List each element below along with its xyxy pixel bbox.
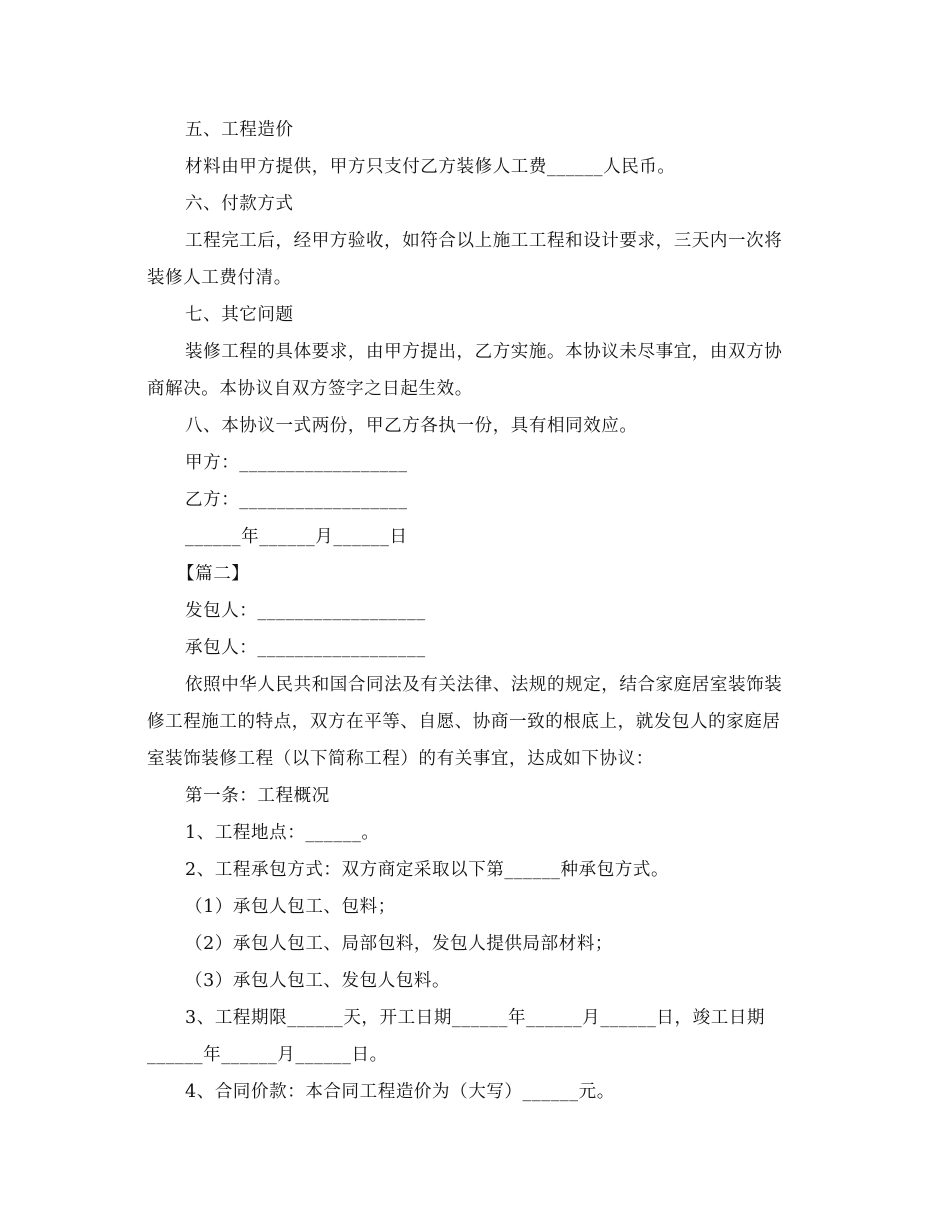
clause-project-duration: 3、工程期限______天，开工日期______年______月______日，竣工日期: [185, 1008, 766, 1028]
signature-party-a: 甲方：__________________: [185, 453, 408, 473]
clause-contract-mode: 2、工程承包方式：双方商定采取以下第______种承包方式。: [185, 860, 670, 880]
paragraph-line: 八、本协议一式两份，甲乙方各执一份，具有相同效应。: [185, 416, 638, 436]
paragraph-line: 修工程施工的特点，双方在平等、自愿、协商一致的根底上，就发包人的家庭居: [147, 712, 781, 732]
contract-mode-option-1: （1）承包人包工、包料；: [185, 897, 396, 917]
paragraph-line: 装修人工费付清。: [147, 268, 292, 288]
paragraph-line: 装修工程的具体要求，由甲方提出，乙方实施。本协议未尽事宜，由双方协: [185, 342, 783, 362]
paragraph-line: 商解决。本协议自双方签字之日起生效。: [147, 379, 473, 399]
section-heading-other-issues: 七、其它问题: [185, 305, 294, 325]
paragraph-line: 室装饰装修工程（以下简称工程）的有关事宜，达成如下协议：: [147, 749, 654, 769]
paragraph-line: 依照中华人民共和国合同法及有关法律、法规的规定，结合家庭居室装饰装: [185, 675, 783, 695]
clause-contract-price: 4、合同价款：本合同工程造价为（大写）______元。: [185, 1082, 615, 1102]
clause-project-location: 1、工程地点：______。: [185, 823, 380, 843]
paragraph-line: 材料由甲方提供，甲方只支付乙方装修人工费______人民币。: [185, 157, 676, 177]
part-two-heading: 【篇二】: [177, 564, 250, 584]
contract-mode-option-3: （3）承包人包工、发包人包料。: [185, 971, 451, 991]
section-heading-payment-method: 六、付款方式: [185, 194, 294, 214]
employer-field: 发包人：__________________: [185, 601, 426, 621]
article-one-heading: 第一条：工程概况: [185, 786, 330, 806]
section-heading-project-cost: 五、工程造价: [185, 120, 294, 140]
contract-mode-option-2: （2）承包人包工、局部包料，发包人提供局部材料；: [185, 934, 614, 954]
signature-date: ______年______月______日: [185, 527, 408, 547]
clause-completion-date: ______年______月______日。: [147, 1045, 388, 1065]
paragraph-line: 工程完工后，经甲方验收，如符合以上施工工程和设计要求，三天内一次将: [185, 231, 783, 251]
contractor-field: 承包人：__________________: [185, 638, 426, 658]
signature-party-b: 乙方：__________________: [185, 490, 408, 510]
